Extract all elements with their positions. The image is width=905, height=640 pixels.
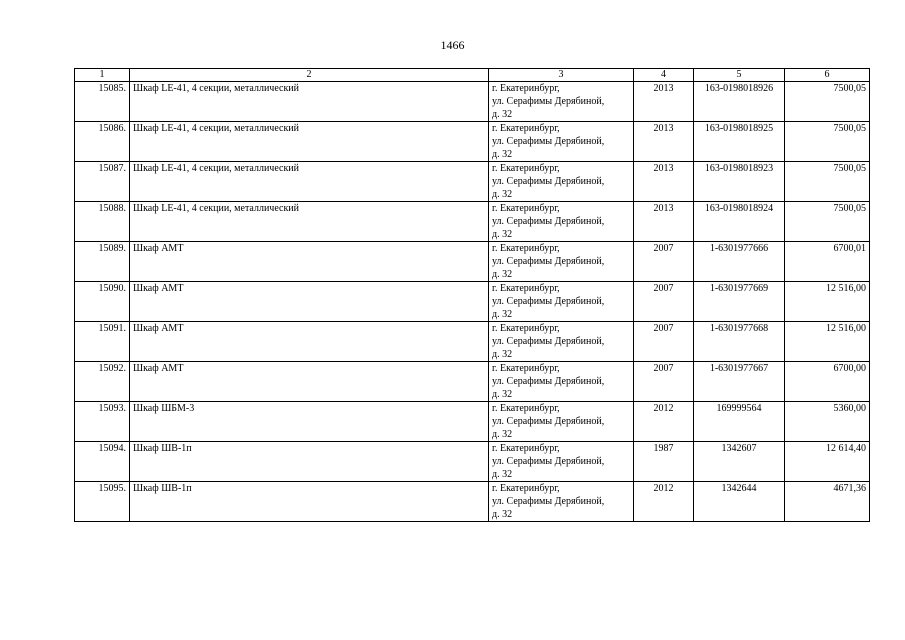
row-number: 15095. (75, 482, 130, 522)
item-cost: 5360,00 (785, 402, 870, 442)
row-number: 15089. (75, 242, 130, 282)
address-line: д. 32 (492, 229, 513, 240)
column-header-inventory: 5 (694, 69, 785, 82)
item-name: Шкаф ШВ-1п (130, 482, 489, 522)
address-line: ул. Серафимы Дерябиной, (492, 176, 605, 187)
item-cost: 7500,05 (785, 122, 870, 162)
item-cost: 12 614,40 (785, 442, 870, 482)
item-name: Шкаф LE-41, 4 секции, металлический (130, 82, 489, 122)
item-year: 2007 (634, 282, 694, 322)
address-line: ул. Серафимы Дерябиной, (492, 416, 605, 427)
row-number: 15091. (75, 322, 130, 362)
item-address (489, 322, 634, 362)
table-row (75, 402, 870, 442)
item-cost: 12 516,00 (785, 322, 870, 362)
item-name: Шкаф ШБМ-3 (130, 402, 489, 442)
item-cost: 7500,05 (785, 82, 870, 122)
column-header-address: 3 (489, 69, 634, 82)
table-row (75, 362, 870, 402)
item-address (489, 122, 634, 162)
item-cost: 6700,01 (785, 242, 870, 282)
address-line: ул. Серафимы Дерябиной, (492, 136, 605, 147)
item-year: 2012 (634, 482, 694, 522)
item-year: 2013 (634, 122, 694, 162)
item-cost: 4671,36 (785, 482, 870, 522)
address-line: г. Екатеринбург, (492, 283, 560, 294)
address-line: д. 32 (492, 469, 513, 480)
address-line: ул. Серафимы Дерябиной, (492, 216, 605, 227)
item-name: Шкаф АМТ (130, 282, 489, 322)
item-cost: 7500,05 (785, 162, 870, 202)
item-inventory-number: 1-6301977668 (694, 322, 785, 362)
item-inventory-number: 1342607 (694, 442, 785, 482)
item-address (489, 482, 634, 522)
address-line: ул. Серафимы Дерябиной, (492, 96, 605, 107)
item-year: 2012 (634, 402, 694, 442)
item-cost: 12 516,00 (785, 282, 870, 322)
address-line: г. Екатеринбург, (492, 203, 560, 214)
address-line: г. Екатеринбург, (492, 83, 560, 94)
address-line: г. Екатеринбург, (492, 483, 560, 494)
address-line: ул. Серафимы Дерябиной, (492, 376, 605, 387)
item-inventory-number: 163-0198018925 (694, 122, 785, 162)
address-line: д. 32 (492, 389, 513, 400)
address-line: г. Екатеринбург, (492, 163, 560, 174)
item-address (489, 362, 634, 402)
row-number: 15090. (75, 282, 130, 322)
address-line: г. Екатеринбург, (492, 123, 560, 134)
column-header-year: 4 (634, 69, 694, 82)
item-inventory-number: 163-0198018926 (694, 82, 785, 122)
item-address (489, 202, 634, 242)
item-name: Шкаф LE-41, 4 секции, металлический (130, 202, 489, 242)
item-inventory-number: 1-6301977669 (694, 282, 785, 322)
item-name: Шкаф АМТ (130, 362, 489, 402)
item-inventory-number: 163-0198018923 (694, 162, 785, 202)
table-row (75, 82, 870, 122)
address-line: г. Екатеринбург, (492, 443, 560, 454)
item-year: 1987 (634, 442, 694, 482)
item-year: 2013 (634, 162, 694, 202)
row-number: 15086. (75, 122, 130, 162)
item-year: 2007 (634, 242, 694, 282)
column-header-cost: 6 (785, 69, 870, 82)
address-line: д. 32 (492, 149, 513, 160)
row-number: 15094. (75, 442, 130, 482)
address-line: г. Екатеринбург, (492, 403, 560, 414)
item-address (489, 162, 634, 202)
address-line: д. 32 (492, 269, 513, 280)
item-year: 2007 (634, 322, 694, 362)
address-line: ул. Серафимы Дерябиной, (492, 256, 605, 267)
property-registry-table (74, 68, 870, 522)
item-name: Шкаф АМТ (130, 242, 489, 282)
item-address (489, 402, 634, 442)
address-line: г. Екатеринбург, (492, 243, 560, 254)
column-header-name: 2 (130, 69, 489, 82)
address-line: д. 32 (492, 309, 513, 320)
item-inventory-number: 163-0198018924 (694, 202, 785, 242)
address-line: д. 32 (492, 349, 513, 360)
table-row (75, 242, 870, 282)
item-year: 2013 (634, 82, 694, 122)
item-inventory-number: 1342644 (694, 482, 785, 522)
address-line: д. 32 (492, 429, 513, 440)
address-line: г. Екатеринбург, (492, 363, 560, 374)
item-cost: 6700,00 (785, 362, 870, 402)
item-year: 2013 (634, 202, 694, 242)
table-header-row (75, 69, 870, 82)
item-address (489, 242, 634, 282)
table-row (75, 162, 870, 202)
row-number: 15092. (75, 362, 130, 402)
item-inventory-number: 1-6301977667 (694, 362, 785, 402)
item-inventory-number: 169999564 (694, 402, 785, 442)
row-number: 15093. (75, 402, 130, 442)
row-number: 15087. (75, 162, 130, 202)
item-year: 2007 (634, 362, 694, 402)
table-body (75, 82, 870, 522)
address-line: д. 32 (492, 509, 513, 520)
item-address (489, 282, 634, 322)
table-row (75, 482, 870, 522)
column-header-number: 1 (75, 69, 130, 82)
address-line: ул. Серафимы Дерябиной, (492, 496, 605, 507)
table-row (75, 122, 870, 162)
address-line: д. 32 (492, 109, 513, 120)
page-number: 1466 (440, 38, 465, 52)
table-row (75, 202, 870, 242)
item-name: Шкаф ШВ-1п (130, 442, 489, 482)
row-number: 15085. (75, 82, 130, 122)
table-row (75, 442, 870, 482)
address-line: ул. Серафимы Дерябиной, (492, 336, 605, 347)
item-name: Шкаф LE-41, 4 секции, металлический (130, 122, 489, 162)
item-name: Шкаф АМТ (130, 322, 489, 362)
address-line: г. Екатеринбург, (492, 323, 560, 334)
item-cost: 7500,05 (785, 202, 870, 242)
item-name: Шкаф LE-41, 4 секции, металлический (130, 162, 489, 202)
table-row (75, 282, 870, 322)
item-inventory-number: 1-6301977666 (694, 242, 785, 282)
item-address (489, 82, 634, 122)
address-line: ул. Серафимы Дерябиной, (492, 456, 605, 467)
row-number: 15088. (75, 202, 130, 242)
table-row (75, 322, 870, 362)
address-line: ул. Серафимы Дерябиной, (492, 296, 605, 307)
address-line: д. 32 (492, 189, 513, 200)
item-address (489, 442, 634, 482)
